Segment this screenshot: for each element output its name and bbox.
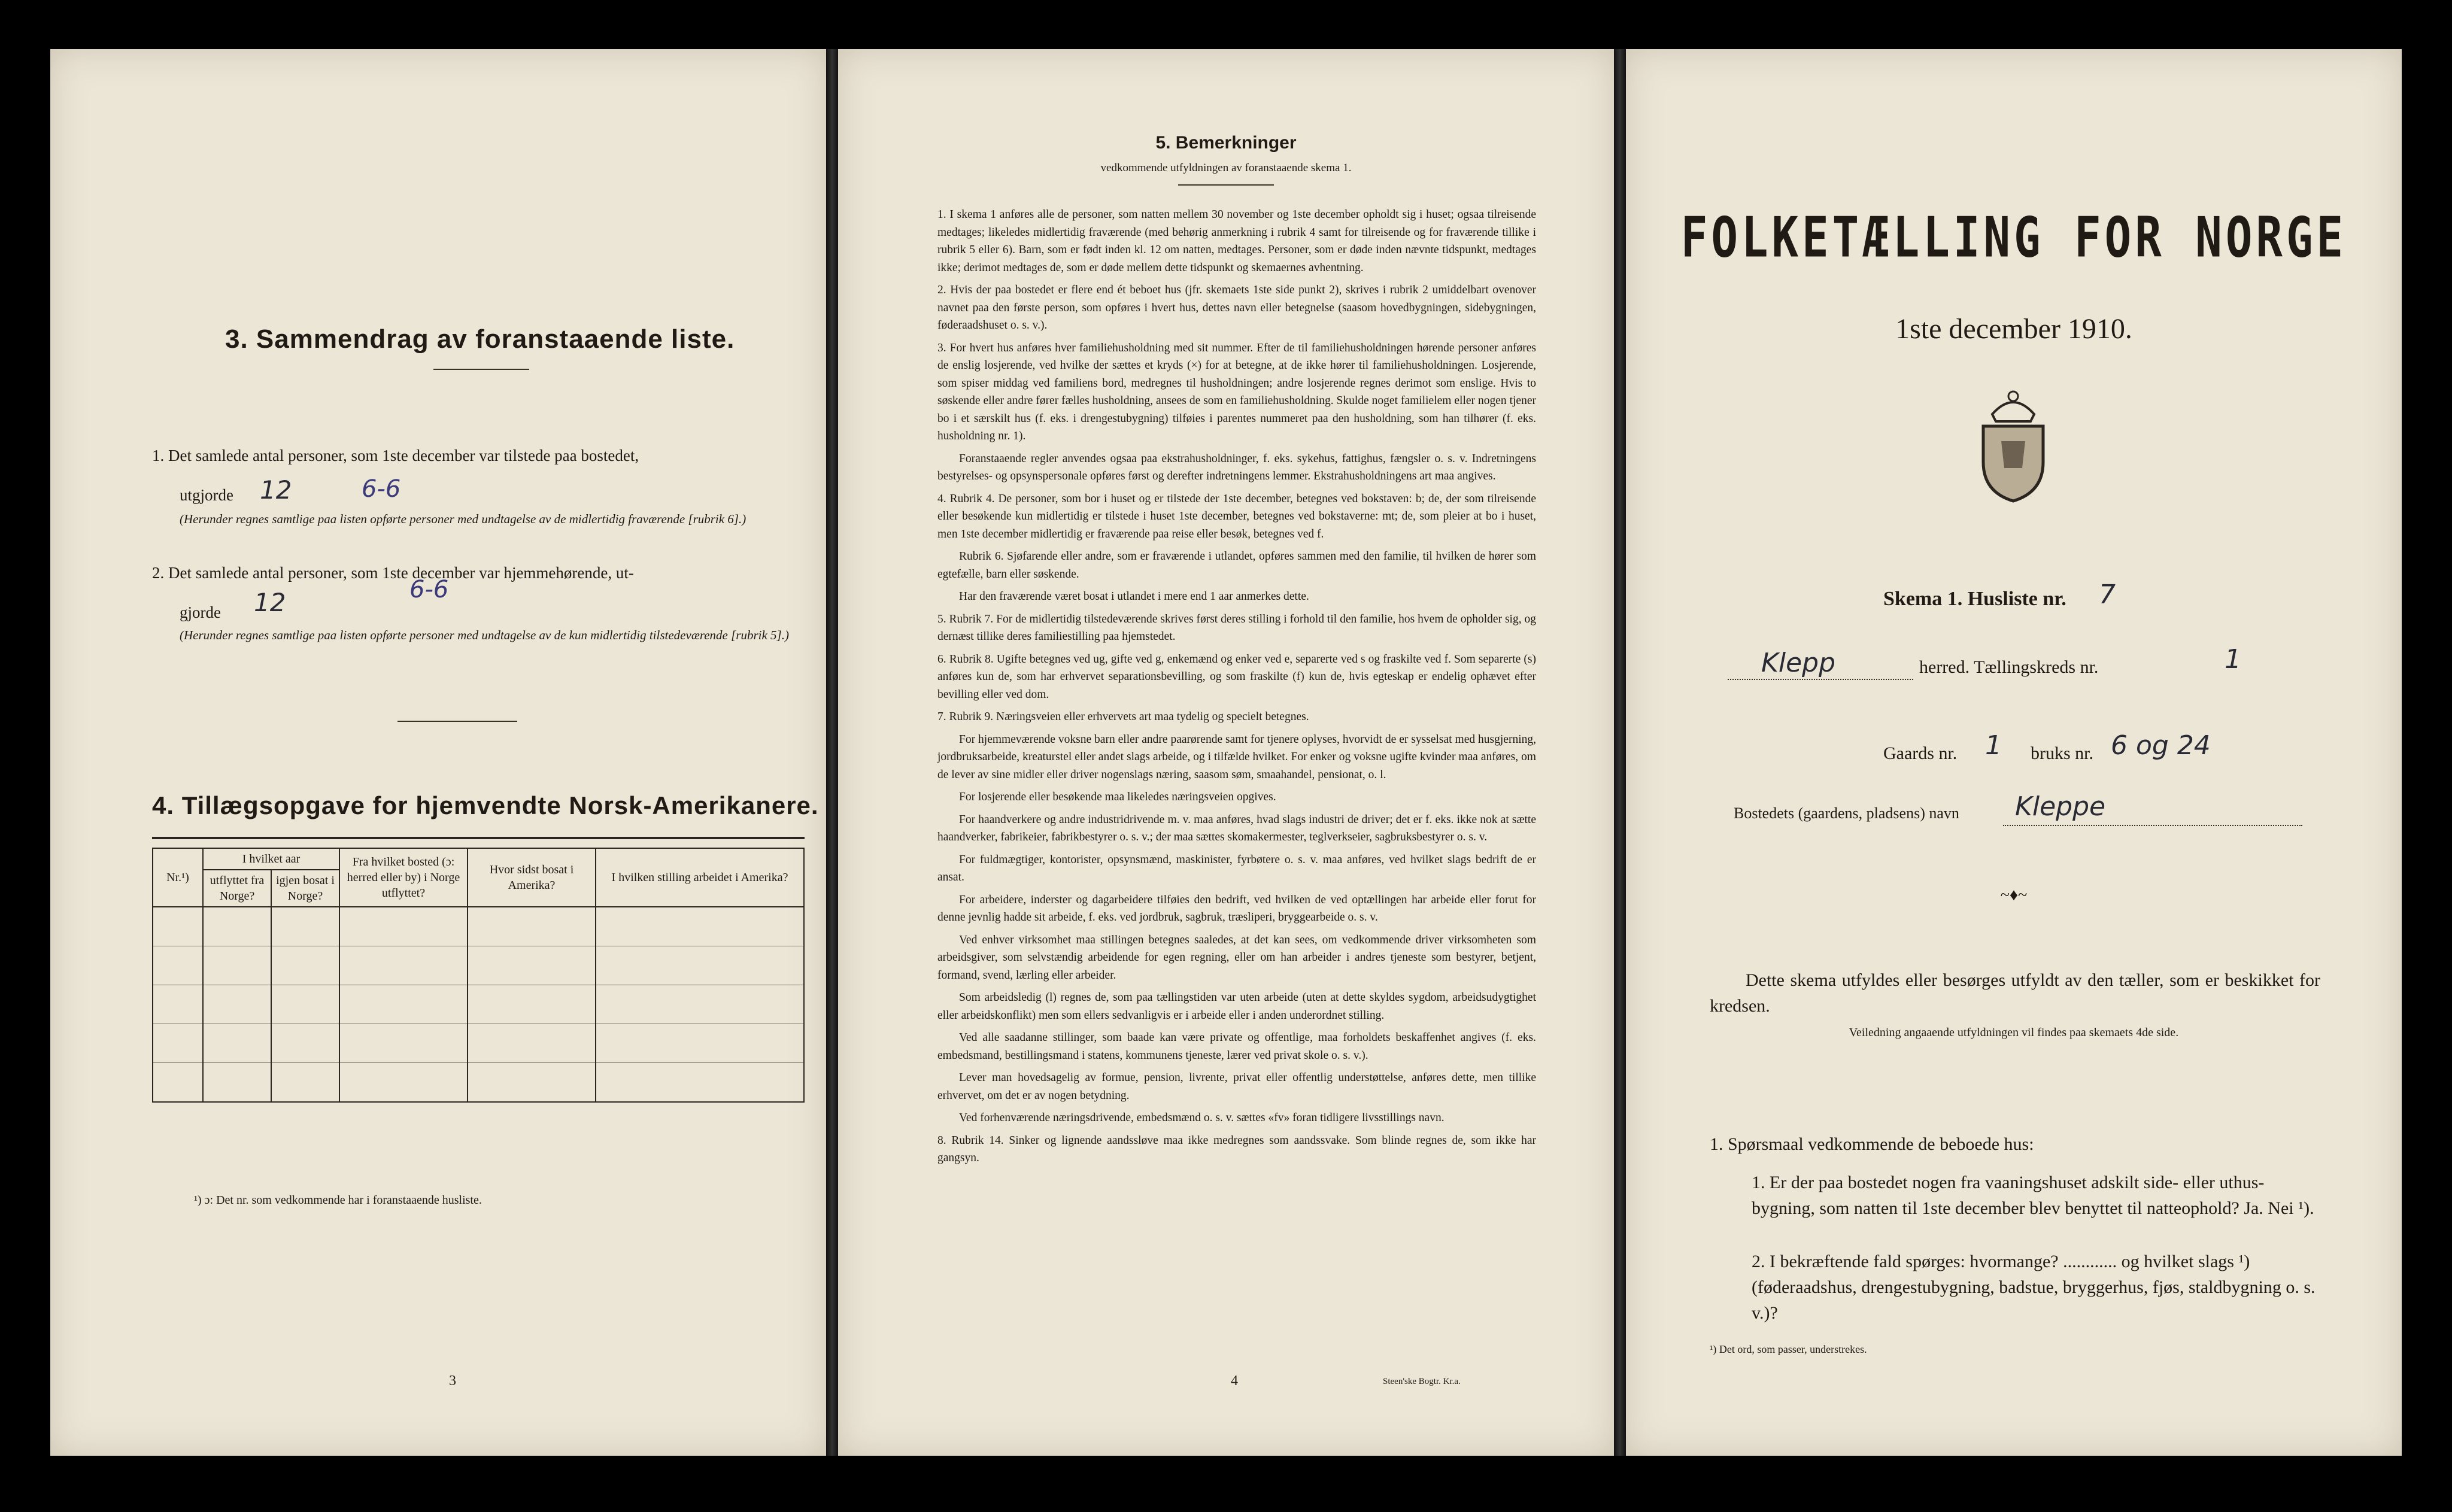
kreds-nr[interactable]: 1	[2225, 644, 2241, 675]
table-row[interactable]	[153, 985, 804, 1024]
remark-paragraph: For losjerende eller besøkende maa likeledes næringsveien opgives.	[959, 791, 1276, 803]
instruction: Dette skema utfyldes eller besørges utfyldt av den tæller, som er beskikket for kredsen.	[1710, 970, 2320, 1016]
table-row[interactable]	[153, 907, 804, 946]
item-1-margin-note: 6-6	[362, 475, 401, 503]
page-number: 4	[1231, 1373, 1238, 1389]
remarks-body	[937, 206, 1536, 1172]
remark-paragraph: 7. Rubrik 9. Næringsveien eller erhvervets art maa tydelig og specielt betegnes.	[937, 711, 1309, 723]
bosted-value[interactable]: Kleppe	[2015, 791, 2106, 822]
question-1-1	[1752, 1170, 2320, 1221]
coat-of-arms-icon	[1968, 384, 2058, 504]
gaards-nr[interactable]: 1	[1985, 730, 2002, 761]
remark-paragraph: Rubrik 6. Sjøfarende eller andre, som er fraværende i utlandet, opføres sammen med den familie, til hvilken de hører som egtefælle, barn eller søskende.	[937, 550, 1536, 581]
section-4-title: 4. Tillægsopgave for hjemvendte Norsk-Amerikanere.	[152, 791, 819, 819]
ornament: ~♦~	[2000, 886, 2028, 904]
bosted-field[interactable]	[2003, 825, 2302, 826]
page-4-remarks	[838, 49, 1614, 1456]
item-2-value[interactable]: 12	[254, 588, 286, 617]
remark-paragraph: Lever man hovedsagelig av formue, pension, livrente, privat eller offentlig understøttelse, anføres dette, men tillike erhvervet, om det er av nogen betydning.	[937, 1071, 1536, 1102]
census-date: 1ste december 1910.	[1895, 313, 2132, 345]
remarks-subtitle: vedkommende utfyldningen av foranstaaende skema 1.	[1100, 162, 1352, 174]
item-2-line-a: 2. Det samlede antal personer, som 1ste december var hjemmehørende, ut-	[152, 564, 634, 582]
header-returned: igjen bosat i Norge?	[271, 870, 339, 907]
remark-paragraph: 2. Hvis der paa bostedet er flere end ét beboet hus (jfr. skemaets 1ste side punkt 2), skrives i rubrik 2 umiddelbart ovenover navnet paa den første person, som opføres i hvert hus, dettes navn eller betegnelse (saasom hovedbygningen, sidebygningen, føderaadshuset o. s. v.).	[937, 284, 1536, 332]
bosted-label: Bostedets (gaardens, pladsens) navn	[1734, 804, 1959, 822]
divider	[433, 369, 529, 370]
remark-paragraph: 6. Rubrik 8. Ugifte betegnes ved ug, gifte ved g, enkemænd og enker ved e, separerte ved s og fraskilte ved f. Som separerte (s) anføres kun de, som har erhvervet separationsbevilling, og som fraskilte (f) kun de, hvis egteskap er endelig ophævet efter bevilling eller ved dom.	[937, 652, 1536, 701]
item-1-line-a: 1. Det samlede antal personer, som 1ste december var tilstede paa bostedet,	[152, 447, 639, 464]
page-3-summary	[50, 49, 826, 1456]
question-1-header: 1. Spørsmaal vedkommende de beboede hus:	[1710, 1134, 2034, 1154]
remark-paragraph: For fuldmægtiger, kontorister, opsynsmænd, maskinister, fyrbøtere o. s. v. maa anføres, ved hvilket slags bedrift de er ansat.	[937, 853, 1536, 883]
remark-paragraph: Som arbeidsledig (l) regnes de, som paa tællingstiden var uten arbeide (uten at dette skyldes sygdom, arbeidsudygtighet eller arbeidskonflikt) men som ellers sedvanligvis er i arbeide eller i anden underordnet stilling.	[937, 991, 1536, 1022]
herred-value[interactable]: Klepp	[1761, 648, 1836, 678]
remark-paragraph: 1. I skema 1 anføres alle de personer, som natten mellem 30 november og 1ste december opholdt sig i huset; ogsaa tilreisende medtages; likeledes midlertidig fraværende (med behørig anmerkning i rubrik 4 samt for tilreisende og for fraværende tillike i rubrik 5 eller 6). Barn, som er født inden kl. 12 om natten, medtages. Personer, som er døde inden nævnte tidspunkt, medtages ikke; derimot medtages de, som er døde mellem dette tidspunkt og skemaernes avhentning.	[937, 208, 1536, 274]
remark-paragraph: 8. Rubrik 14. Sinker og lignende aandssløve maa ikke medregnes som aandssvake. Som blinde regnes de, som ikke har gangsyn.	[937, 1134, 1536, 1164]
norsk-amerikanere-table	[152, 848, 805, 1103]
bruks-nr[interactable]: 6 og 24	[2111, 730, 2211, 761]
remark-paragraph: Ved alle saadanne stillinger, som baade kan være private og offentlige, maa forholdets beskaffenhet angives (f. eks. embedsmand, bestillingsmand i statens, kommunens tjeneste, lærer ved privat skole o. s. v.).	[937, 1031, 1536, 1062]
remark-paragraph: For arbeidere, inderster og dagarbeidere tilføies den bedrift, ved hvilken de ved optællingen har arbeide eller forut for denne jevnlig hadde sit arbeide, f. eks. ved jordbruk, sagbruk, træsliperi, bryggearbeide o. s. v.	[937, 893, 1536, 924]
question-1-1-answer[interactable]: Ja. Nei ¹).	[2244, 1198, 2314, 1218]
header-work: I hvilken stilling arbeidet i Amerika?	[596, 848, 804, 907]
skema-label: Skema 1. Husliste nr.	[1883, 588, 2066, 610]
remark-paragraph: Ved forhenværende næringsdrivende, embedsmænd o. s. v. sættes «fv» foran tidligere livsstillings navn.	[959, 1112, 1445, 1124]
page-1-cover	[1626, 49, 2402, 1456]
header-from: Fra hvilket bosted (ɔ: herred eller by) i Norge utflyttet?	[339, 848, 468, 907]
husliste-nr[interactable]: 7	[2099, 579, 2116, 610]
remarks-title: 5. Bemerkninger	[1155, 133, 1297, 153]
question-1-1-text: 1. Er der paa bostedet nogen fra vaaningshuset adskilt side- eller uthus-bygning, som natten til 1ste december blev benyttet til natteophold?	[1752, 1173, 2265, 1218]
section-3-title: 3. Sammendrag av foranstaaende liste.	[225, 324, 735, 354]
question-1-2: 2. I bekræftende fald spørges: hvormange? ............ og hvilket slags ¹) (føderaadshus, drengestubygning, badstue, bryggerhus, fjøs, staldbygning o. s. v.)?	[1752, 1252, 2316, 1323]
page-fold	[826, 49, 838, 1456]
remark-paragraph: 5. Rubrik 7. For de midlertidig tilstedeværende skrives først deres stilling i forhold til den familie, hos hvem de opholder sig, og dernæst tillike deres familiestilling paa hjemstedet.	[937, 612, 1536, 643]
header-emigrated: utflyttet fra Norge?	[203, 870, 271, 907]
table-row[interactable]	[153, 1024, 804, 1063]
divider	[1178, 184, 1274, 186]
printer-mark: Steen'ske Bogtr. Kr.a.	[1383, 1377, 1461, 1386]
remark-paragraph: Har den fraværende været bosat i utlandet i mere end 1 aar anmerkes dette.	[959, 590, 1309, 603]
census-title: FOLKETÆLLING FOR NORGE	[1680, 205, 2347, 270]
remark-paragraph: For haandverkere og andre industridrivende m. v. maa anføres, hvad slags industri de driver; det er f. eks. ikke nok at sætte haandverker, fabrikeier, fabrikbestyrer o. s. v.; der maa sættes skomakermester, teglverkseier, sagbruksbestyrer o. s. v.	[937, 813, 1536, 843]
page-fold	[1614, 49, 1626, 1456]
footnote: ¹) ɔ: Det nr. som vedkommende har i foranstaaende husliste.	[194, 1194, 482, 1207]
herred-label: herred. Tællingskreds nr.	[1919, 657, 2099, 677]
herred-field[interactable]	[1728, 679, 1913, 680]
item-1-note: (Herunder regnes samtlige paa listen opførte personer med undtagelse av de midlertidig fraværende [rubrik 6].)	[180, 512, 746, 526]
rule	[152, 837, 805, 839]
item-2-note: (Herunder regnes samtlige paa listen opførte personer med undtagelse av de kun midlertidig tilstedeværende [rubrik 5].)	[180, 628, 789, 642]
header-nr: Nr.¹)	[153, 848, 203, 907]
remark-paragraph: 3. For hvert hus anføres hver familiehusholdning med sit nummer. Efter de til familiehusholdningen hørende personer anføres de enslig losjerende, ved hvilke der sættes et kryds (×) for at betegne, at de ikke hører til familiehusholdningen. Losjerende, som spiser middag ved familiens bord, medregnes til husholdningen; andre losjerende regnes derimot som enslige. Hvis to søskende eller andre fører fælles husholdning, ansees de som en familiehusholdning. Skulde noget familielem eller nogen tjener bo i et særskilt hus (f. eks. i drengestubygning) tilføies i parentes nummeret paa den husholdning, som han tilhører (f. eks. husholdning nr. 1).	[937, 341, 1536, 442]
footnote: ¹) Det ord, som passer, understrekes.	[1710, 1343, 1867, 1355]
item-1-label: utgjorde	[180, 486, 233, 504]
remark-paragraph: Foranstaaende regler anvendes ogsaa paa ekstrahusholdninger, f. eks. sykehus, fattighus, fængsler o. s. v. Indretningens bestyrelses- og opsynspersonale opføres først og derefter indretningens lemmer. Ekstrahusholdningens art maa angives.	[937, 452, 1536, 482]
header-year-group: I hvilket aar	[203, 848, 339, 870]
table-row[interactable]	[153, 946, 804, 985]
item-1-value[interactable]: 12	[260, 475, 292, 505]
gaards-label: Gaards nr.	[1883, 743, 1958, 763]
page-number: 3	[449, 1373, 456, 1389]
table-row[interactable]	[153, 1063, 804, 1103]
header-last: Hvor sidst bosat i Amerika?	[468, 848, 596, 907]
remark-paragraph: For hjemmeværende voksne barn eller andre paarørende samt for tjenere oplyses, hvorvidt de er sysselsat med husgjerning, jordbruksarbeide, kreaturstel eller andet slags arbeide, og i tilfælde hvilket. For enker og voksne ugifte kvinder maa anføres, om de lever av sine midler eller driver nogenslags næring, saasom søm, smaahandel, pensionat, o. l.	[937, 733, 1536, 781]
divider	[397, 721, 517, 722]
instruction-small: Veiledning angaaende utfyldningen vil findes paa skemaets 4de side.	[1849, 1026, 2179, 1039]
remark-paragraph: 4. Rubrik 4. De personer, som bor i huset og er tilstede der 1ste december, betegnes ved bokstaven: b; de, der som tilreisende eller besøkende kun midlertidig er tilstede i huset 1ste december, betegnes ved bokstaverne: mt; de, som pleier at bo i huset, men 1ste december midlertidig er fraværende paa reise eller besøk, betegnes ved f.	[937, 492, 1536, 541]
item-2-margin-note: 6-6	[409, 576, 449, 603]
remark-paragraph: Ved enhver virksomhet maa stillingen betegnes saaledes, at det kan sees, om vedkommende driver virksomheten som arbeidsgiver, som selvstændig arbeidende for egen regning, eller om han arbeider i andres tjeneste som bestyrer, betjent, formand, svend, lærling eller arbeider.	[937, 933, 1536, 982]
item-2-label: gjorde	[180, 603, 221, 621]
bruks-label: bruks nr.	[2031, 743, 2093, 763]
